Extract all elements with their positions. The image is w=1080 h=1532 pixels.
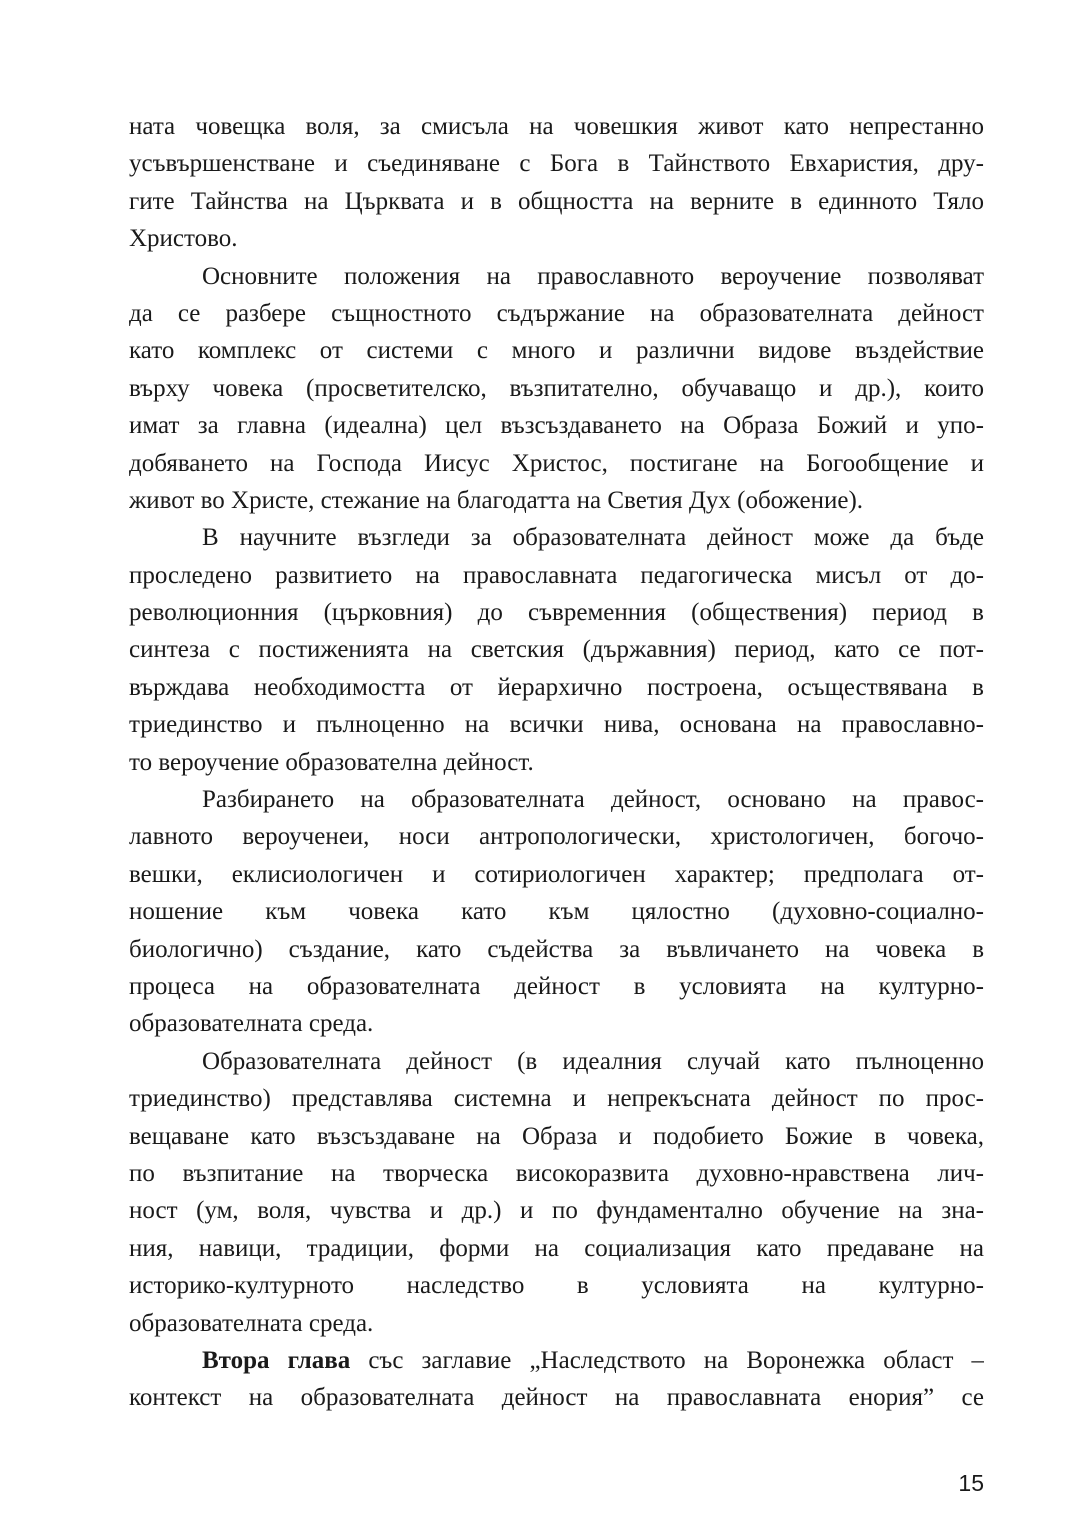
- paragraph-orthodox-doctrine: [129, 258, 984, 520]
- text-line: контекст на образователната дейност на православната енория” се: [129, 1384, 984, 1412]
- text-line: процеса на образователната дейност в условията на културно-: [129, 972, 984, 1000]
- text-line: то вероучение образователна дейност.: [129, 748, 534, 776]
- page-number: 15: [958, 1470, 984, 1496]
- text-line: живот во Христе, стежание на благодатта на Светия Дух (обожение).: [129, 486, 864, 514]
- paragraph-chapter-two: [129, 1342, 984, 1417]
- text-line: Образователната дейност (в идеалния случай като пълноценно: [202, 1047, 984, 1075]
- text-line: ния, навици, традиции, форми на социализация като предаване на: [129, 1234, 984, 1262]
- text-line: проследено развитието на православната педагогическа мисъл от до-: [129, 561, 984, 589]
- text-line: В научните възгледи за образователната дейност може да бъде: [202, 524, 984, 552]
- text-line: образователната среда.: [129, 1309, 374, 1337]
- text-line: [129, 1342, 984, 1379]
- text-line: триединство) представлява системна и непрекъсната дейност по прос-: [129, 1085, 984, 1113]
- paragraph-understanding: [129, 781, 984, 1043]
- paragraph-educational-activity: [129, 1043, 984, 1342]
- text-line: вещаване като възсъздаване на Образа и подобието Божие в човека,: [129, 1122, 984, 1150]
- paragraph-scientific-views: [129, 519, 984, 781]
- text-line: Разбирането на образователната дейност, основано на правос-: [202, 786, 984, 814]
- text-line: Основните положения на православното вероучение позволяват: [202, 262, 984, 290]
- text-line: гите Тайнства на Църквата и в общността на верните в единното Тяло: [129, 187, 984, 215]
- text-line: имат за главна (идеална) цел възсъздаването на Образа Божий и упо-: [129, 412, 984, 440]
- text-line: да се разбере същностното съдържание на образователната дейност: [129, 299, 984, 327]
- text-line: триединство и пълноценно на всички нива, основана на православно-: [129, 711, 984, 739]
- text-line: като комплекс от системи с много и различни видове въздействие: [129, 337, 984, 365]
- text-line: върху човека (просветителско, възпитателно, обучаващо и др.), които: [129, 374, 984, 402]
- text-line: синтеза с постиженията на светския (държавния) период, като се пот-: [129, 636, 984, 664]
- text-line: усъвършенстване и съединяване с Бога в Тайнството Евхаристия, дру-: [129, 150, 984, 178]
- text-line: вешки, еклисиологичен и сотириологичен характер; предполага от-: [129, 860, 984, 888]
- text-line: върждава необходимостта от йерархично построена, осъществявана в: [129, 673, 984, 701]
- text-line: ношение към човека като към цялостно (духовно-социално-: [129, 898, 984, 926]
- text-line: ност (ум, воля, чувства и др.) и по фундаментално обучение на зна-: [129, 1197, 984, 1225]
- chapter-two-lead: Втора глава: [202, 1346, 351, 1374]
- text-line: ната човещка воля, за смисъла на човешкия живот като непрестанно: [129, 113, 984, 140]
- body-text: [129, 108, 984, 1417]
- chapter-two-title-start: със заглавие „Наследството на Воронежка област –: [350, 1346, 984, 1374]
- text-line: образователната среда.: [129, 1010, 374, 1038]
- text-line: лавното вероученеи, носи антропологически, христологичен, богочо-: [129, 823, 984, 851]
- text-line: революционния (църковния) до съвременния (обществения) период в: [129, 599, 984, 627]
- text-line: историко-културното наследство в условията на културно-: [129, 1272, 984, 1300]
- text-line: биологично) създание, като съдейства за въвличането на човека в: [129, 935, 984, 963]
- text-line: Христово.: [129, 225, 238, 253]
- paragraph-continuation: [129, 108, 984, 258]
- text-line: по възпитание на творческа високоразвита духовно-нравствена лич-: [129, 1159, 984, 1187]
- text-line: добяването на Господа Иисус Христос, постигане на Богообщение и: [129, 449, 984, 477]
